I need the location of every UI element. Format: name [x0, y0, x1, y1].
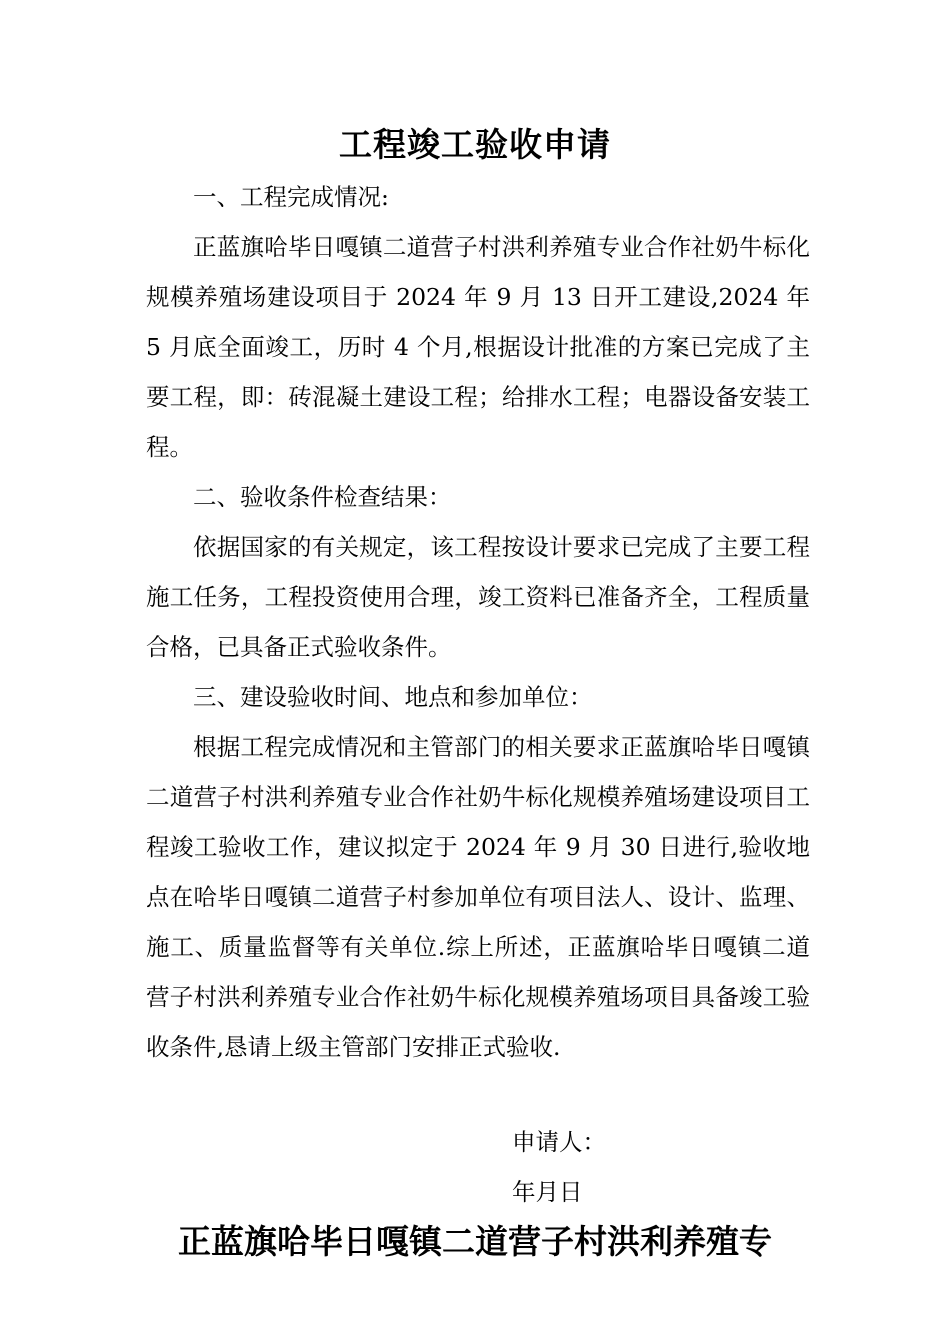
- section3-body: 根据工程完成情况和主管部门的相关要求正蓝旗哈毕日嘎镇二道营子村洪利养殖专业合作社奶牛标化规模养殖场建设项目工程竣工验收工作，建议拟定于 2024 年 9 月 30 日进行,验收地点在哈毕日嘎镇二道营子村参加单位有项目法人、设计、监理、施工、质量监督等有关单位.综上所述，正蓝旗哈毕日嘎镇二道营子村洪利养殖专业合作社奶牛标化规模养殖场项目具备竣工验收条件,恳请上级主管部门安排正式验收.: [146, 733, 810, 1061]
- date-label: 年月日: [512, 1178, 583, 1206]
- section1-heading: 一、工程完成情况:: [193, 183, 389, 211]
- section2-heading: 二、验收条件检查结果：: [193, 483, 452, 511]
- document-body: [146, 172, 810, 1072]
- document-title: 工程竣工验收申请: [339, 125, 611, 164]
- section3-heading: 三、建设验收时间、地点和参加单位：: [193, 683, 593, 711]
- signature-block: [512, 1117, 606, 1217]
- applicant-label: 申请人：: [512, 1128, 606, 1156]
- section2-body: 依据国家的有关规定，该工程按设计要求已完成了主要工程施工任务，工程投资使用合理，竣工资料已准备齐全，工程质量合格，已具备正式验收条件。: [146, 533, 810, 661]
- section1-body: 正蓝旗哈毕日嘎镇二道营子村洪利养殖专业合作社奶牛标化规模养殖场建设项目于 2024 年 9 月 13 日开工建设,2024 年 5 月底全面竣工，历时 4 个月,根据设计批准的方案已完成了主要工程，即：砖混凝土建设工程；给排水工程；电器设备安装工程。: [146, 233, 810, 461]
- next-document-title: 正蓝旗哈毕日嘎镇二道营子村洪利养殖专: [178, 1222, 772, 1261]
